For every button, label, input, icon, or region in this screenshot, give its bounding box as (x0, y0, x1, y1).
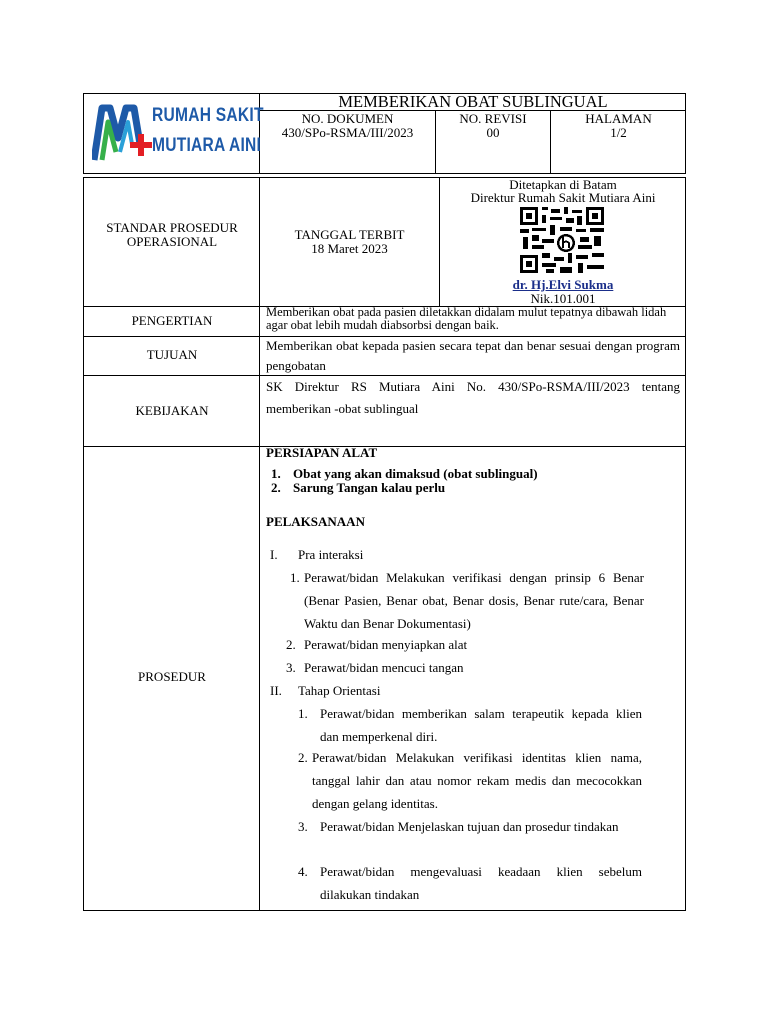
document-title: MEMBERIKAN OBAT SUBLINGUAL (338, 92, 608, 111)
issue-date-label: TANGGAL TERBIT (294, 227, 405, 242)
phase-1-step-3-num: 3. (286, 660, 296, 675)
phase-1-step-2: Perawat/bidan menyiapkan alat (304, 637, 468, 652)
hospital-logo (92, 100, 264, 166)
phase-2-step-3-num: 3. (298, 819, 308, 834)
phase-2-step-2-num: 2. (298, 750, 308, 765)
persiapan-item-1-num: 1. (271, 466, 281, 481)
pengertian-label: PENGERTIAN (131, 313, 213, 328)
phase-2-step-1-num: 1. (298, 706, 308, 721)
issue-date-value: 18 Maret 2023 (311, 241, 388, 256)
page-label: HALAMAN (585, 111, 652, 126)
tujuan-text: Memberikan obat kepada pasien secara tepat dan benar sesuai dengan program pengobatan (266, 338, 680, 373)
logo-text-line2: MUTIARA AINI (152, 135, 262, 156)
phase-2-title: Tahap Orientasi (298, 683, 381, 698)
phase-1-step-1: Perawat/bidan Melakukan verifikasi dengan prinsip 6 Benar (Benar Pasien, Benar obat, Benar dosis, Benar rute/cara, Benar Waktu dan Benar Dokumentasi) (304, 570, 644, 631)
established-by: Direktur Rumah Sakit Mutiara Aini (470, 190, 656, 205)
persiapan-item-1: Obat yang akan dimaksud (obat sublingual) (293, 466, 538, 481)
phase-2-step-3: Perawat/bidan Menjelaskan tujuan dan prosedur tindakan (320, 819, 619, 834)
doc-number-label: NO. DOKUMEN (301, 111, 394, 126)
sop-label-line1: STANDAR PROSEDUR (106, 220, 238, 235)
phase-2-step-2: Perawat/bidan Melakukan verifikasi identitas klien nama, tanggal lahir dan atau nomor rekam medis dan mecocokkan dengan gelang identitas. (312, 750, 642, 811)
pelaksanaan-title: PELAKSANAAN (266, 514, 365, 529)
phase-1-title: Pra interaksi (298, 547, 364, 562)
persiapan-title: PERSIAPAN ALAT (266, 445, 378, 460)
phase-2-num: II. (270, 683, 282, 698)
logo-text-line1: RUMAH SAKIT (152, 105, 264, 126)
signer-name: dr. Hj.Elvi Sukma (512, 277, 614, 292)
phase-2-step-1: Perawat/bidan memberikan salam terapeutik kepada klien dan memperkenal diri. (320, 706, 642, 744)
doc-number-value: 430/SPo-RSMA/III/2023 (281, 125, 414, 140)
sop-label-line2: OPERASIONAL (126, 234, 218, 249)
phase-1-step-1-num: 1. (290, 570, 300, 585)
phase-1-num: I. (270, 547, 278, 562)
prosedur-label: PROSEDUR (138, 669, 206, 684)
persiapan-item-2: Sarung Tangan kalau perlu (293, 480, 446, 495)
phase-1-step-2-num: 2. (286, 637, 296, 652)
revision-value: 00 (486, 125, 500, 140)
revision-label: NO. REVISI (459, 111, 527, 126)
phase-2-step-4: Perawat/bidan mengevaluasi keadaan klien sebelum dilakukan tindakan (320, 864, 642, 902)
established-location: Ditetapkan di Batam (509, 177, 617, 192)
kebijakan-label: KEBIJAKAN (135, 403, 209, 418)
kebijakan-text: SK Direktur RS Mutiara Aini No. 430/SPo-RSMA/III/2023 tentang memberikan -obat sublingual (266, 379, 680, 416)
pengertian-text: Memberikan obat pada pasien diletakkan didalam mulut tepatnya dibawah lidah agar obat lebih mudah diabsorbsi dengan baik. (266, 305, 667, 332)
qr-code-icon (520, 207, 604, 273)
phase-1-step-3: Perawat/bidan mencuci tangan (304, 660, 464, 675)
page-value: 1/2 (610, 125, 627, 140)
logo-mark-icon (92, 104, 154, 162)
persiapan-item-2-num: 2. (271, 480, 281, 495)
tujuan-label: TUJUAN (146, 347, 198, 362)
phase-2-step-4-num: 4. (298, 864, 308, 879)
signer-nik: Nik.101.001 (530, 291, 596, 306)
